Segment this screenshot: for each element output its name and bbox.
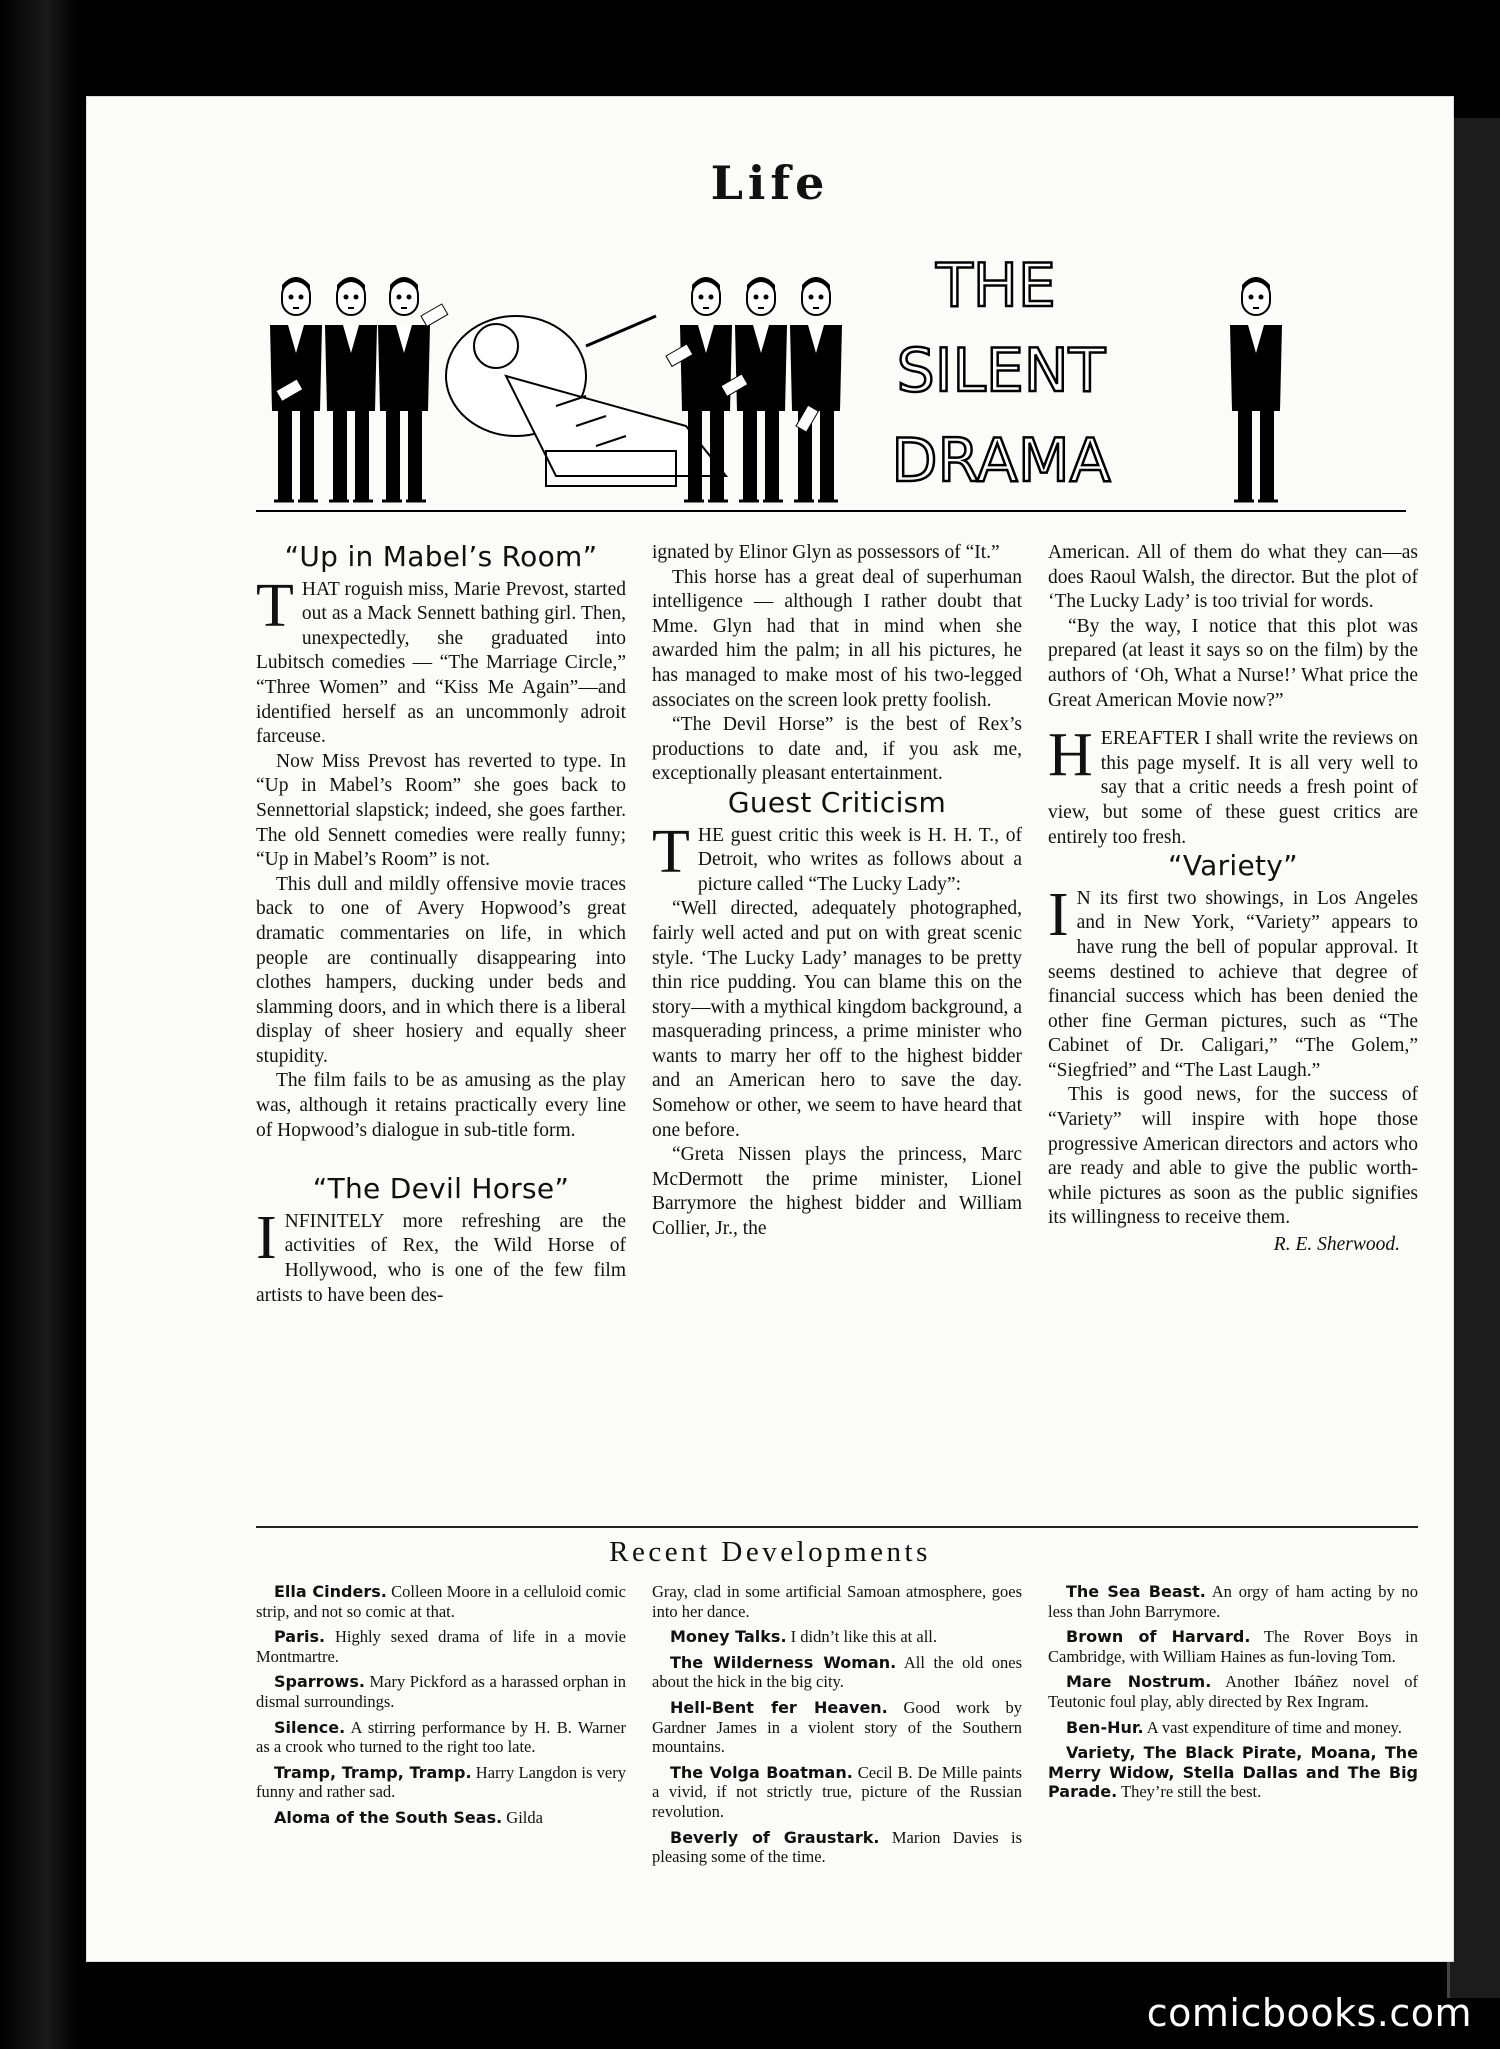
film-title: The Sea Beast. — [1066, 1582, 1206, 1601]
film-title: Paris. — [274, 1627, 326, 1647]
recent-entry — [652, 1763, 1022, 1822]
film-title: Sparrows. — [274, 1672, 365, 1692]
film-review: Mary Pickford as a harassed orphan in dismal surroundings. — [256, 1672, 626, 1711]
film-review: All the old ones about the hick in the big city. — [652, 1652, 1022, 1692]
section-divider — [256, 1526, 1418, 1528]
film-title: Tramp, Tramp, Tramp. — [274, 1762, 472, 1782]
magazine-page — [86, 96, 1454, 1962]
film-review: A vast expenditure of time and money. — [1143, 1717, 1402, 1737]
film-review: Colleen Moore in a celluloid comic strip, and not so comic at that. — [256, 1582, 626, 1621]
film-title: Mare Nostrum. — [1066, 1672, 1212, 1692]
article-column-3 — [1048, 541, 1418, 1258]
binding-edge — [0, 0, 78, 2049]
recent-column-1 — [256, 1582, 626, 1834]
film-title: Hell-Bent fer Heaven. — [670, 1697, 888, 1717]
paragraph: “Well directed, adequately photographed, fairly well acted and put on with great scenic style. ‘The Lucky Lady’ manages to be pretty thin rice pudding. You can blame this on the story—with a mythical kingdom background, a masquerading princess, a prime minister who wants to marry her off to the highest bidder and an American hero to save the day. Somehow or other, we seem to have heard that one before. — [652, 898, 1022, 1141]
recent-column-3 — [1048, 1582, 1418, 1808]
film-review: Good work by Gardner James in a violent story of the Southern mountains. — [652, 1697, 1022, 1757]
film-title: The Wilderness Woman. — [670, 1652, 897, 1672]
paragraph: “The Devil Horse” is the best of Rex’s productions to date and, if you ask me, exceptionally pleasant entertainment. — [652, 714, 1022, 785]
author-signature: R. E. Sherwood. — [1273, 1234, 1400, 1256]
recent-entry — [256, 1718, 626, 1757]
recent-entry — [1048, 1672, 1418, 1711]
recent-entry — [652, 1828, 1022, 1867]
film-review: Marion Davies is pleasing some of the time. — [652, 1827, 1022, 1867]
paragraph: THAT roguish miss, Marie Prevost, started out as a Mack Sennett bathing girl. Then, unexpectedly, she graduated into Lubitsch comedies — “The Marriage Circle,” “Three Women” and “Kiss Me Again”—and identified herself as an uncommonly adroit farceuse. — [256, 571, 626, 748]
paragraph: ignated by Elinor Glyn as possessors of “It.” — [652, 542, 1000, 563]
film-title: Aloma of the South Seas. — [274, 1807, 503, 1827]
film-title: Money Talks. — [670, 1627, 787, 1647]
paragraph: “Greta Nissen plays the princess, Marc McDermott the prime minister, Lionel Barrymore the highest bidder and William Collier, Jr., the — [652, 1144, 1022, 1240]
recent-entry — [1048, 1743, 1418, 1802]
heading-variety: “Variety” — [1168, 849, 1298, 883]
recent-entry — [652, 1653, 1022, 1692]
film-review: Cecil B. De Mille paints a vivid, if not strictly true, picture of the Russian revolution. — [652, 1762, 1022, 1821]
film-review: Highly sexed drama of life in a movie Montmartre. — [256, 1627, 626, 1666]
paragraph: The film fails to be as amusing as the play was, although it retains practically every line of Hopwood’s dialogue in sub-title form. — [256, 1070, 626, 1141]
article-column-1 — [256, 541, 626, 1308]
site-watermark: comicbooks.com — [1146, 1991, 1472, 2035]
recent-developments-title: Recent Developments — [609, 1536, 931, 1568]
heading-guest-criticism: Guest Criticism — [727, 785, 947, 819]
recent-entry — [652, 1627, 1022, 1647]
paragraph: This dull and mildly offensive movie traces back to one of Avery Hopwood’s great dramatic commentaries on life, in which people are continually disappearing into clothes hampers, ducking under beds and slamming doors, and in which there is a liberal display of sheer hosiery and equally sheer stupidity. — [256, 873, 626, 1067]
drop-cap: H — [1048, 721, 1093, 790]
paragraph: Now Miss Prevost has reverted to type. In “Up in Mabel’s Room” she goes back to Sennettorial slapstick; indeed, she goes farther. The old Sennett comedies were really funny; “Up in Mabel’s Room” is not. — [256, 750, 626, 871]
paragraph: American. All of them do what they can—as does Raoul Walsh, the director. But the plot of ‘The Lucky Lady’ is too trivial for words. — [1048, 542, 1418, 613]
film-review: Harry Langdon is very funny and rather sad. — [256, 1762, 626, 1802]
recent-entry-continuation: Gray, clad in some artificial Samoan atmosphere, goes into her dance. — [652, 1582, 1022, 1621]
film-review: The Rover Boys in Cambridge, with William Haines as fun-loving Tom. — [1048, 1627, 1418, 1666]
recent-entry — [256, 1763, 626, 1802]
recent-entry — [256, 1808, 626, 1828]
recent-entry — [1048, 1718, 1418, 1738]
film-title: Variety, The Black Pirate, Moana, The Merry Widow, Stella Dallas and The Big Parade. — [1048, 1743, 1418, 1802]
paragraph: “By the way, I notice that this plot was prepared (at least it says so on the film) by the authors of ‘Oh, What a Nurse!’ What price the Great American Movie now?” — [1048, 615, 1418, 711]
recent-entry — [1048, 1627, 1418, 1666]
recent-entry — [256, 1627, 626, 1666]
paragraph: This is good news, for the success of “Variety” will inspire with hope those progressive American directors and actors who are ready and able to give the public worth-while pictures as soon as the public signifies its willingness to receive them. — [1048, 1084, 1418, 1229]
paragraph: THE guest critic this week is H. H. T., of Detroit, who writes as follows about a picture called “The Lucky Lady”: — [652, 817, 1022, 895]
film-title: The Volga Boatman. — [670, 1762, 853, 1782]
headline-drama: DRAMA — [891, 426, 1111, 496]
film-title: Ella Cinders. — [274, 1582, 387, 1601]
drop-cap: T — [256, 571, 294, 640]
film-review: They’re still the best. — [1117, 1782, 1262, 1802]
film-title: Ben-Hur. — [1066, 1717, 1144, 1737]
recent-entry — [256, 1582, 626, 1621]
recent-column-2 — [652, 1582, 1022, 1873]
drop-cap: I — [256, 1203, 277, 1272]
drop-cap: T — [652, 817, 690, 886]
heading-up-in-mabels-room: “Up in Mabel’s Room” — [284, 540, 598, 573]
paragraph: INFINITELY more refreshing are the activities of Rex, the Wild Horse of Hollywood, who is one of the few film artists to have been des- — [256, 1203, 626, 1306]
heading-the-devil-horse: “The Devil Horse” — [312, 1172, 570, 1206]
film-review: An orgy of ham acting by no less than John Barrymore. — [1048, 1582, 1419, 1621]
paragraph: I N its first two showings, in Los Angeles and in New York, “Variety” appears to have rung the bell of popular approval. It seems destined to achieve that degree of financial success which has been denied the other fine German pictures, such as “The Cabinet of Dr. Caligari,” “The Golem,” “Siegfried” and “The Last Laugh.” — [1048, 880, 1418, 1081]
film-title: Beverly of Graustark. — [670, 1827, 880, 1847]
drop-cap: I — [1048, 880, 1069, 949]
article-column-2 — [652, 541, 1022, 1242]
masthead: Life — [710, 156, 830, 210]
recent-entry — [256, 1672, 626, 1711]
film-review: Gilda — [502, 1807, 543, 1827]
film-title: Silence. — [274, 1717, 346, 1737]
film-review: A stirring performance by H. B. Warner as a crook who turned to the right too late. — [256, 1717, 626, 1757]
paragraph: This horse has a great deal of superhuman intelligence — although I rather doubt that Mme. Glyn had that in mind when she awarded him the palm; in all his pictures, he has managed to make most of his two-legged associates on the screen look pretty foolish. — [652, 566, 1022, 711]
film-title: Brown of Harvard. — [1066, 1627, 1251, 1647]
paragraph: HEREAFTER I shall write the reviews on this page myself. It is all very well to say that a critic needs a fresh point of view, but some of these guest critics are entirely too fresh. — [1048, 721, 1418, 848]
adjacent-page-edge — [1447, 118, 1500, 1998]
headline-the: THE — [936, 251, 1056, 321]
film-review: I didn’t like this at all. — [786, 1627, 937, 1647]
film-review: Another Ibáñez novel of Teutonic foul play, ably directed by Rex Ingram. — [1048, 1672, 1418, 1711]
recent-entry — [1048, 1582, 1418, 1621]
headline-silent: SILENT — [896, 336, 1106, 406]
header-illustration — [256, 226, 1406, 521]
recent-entry — [652, 1698, 1022, 1757]
